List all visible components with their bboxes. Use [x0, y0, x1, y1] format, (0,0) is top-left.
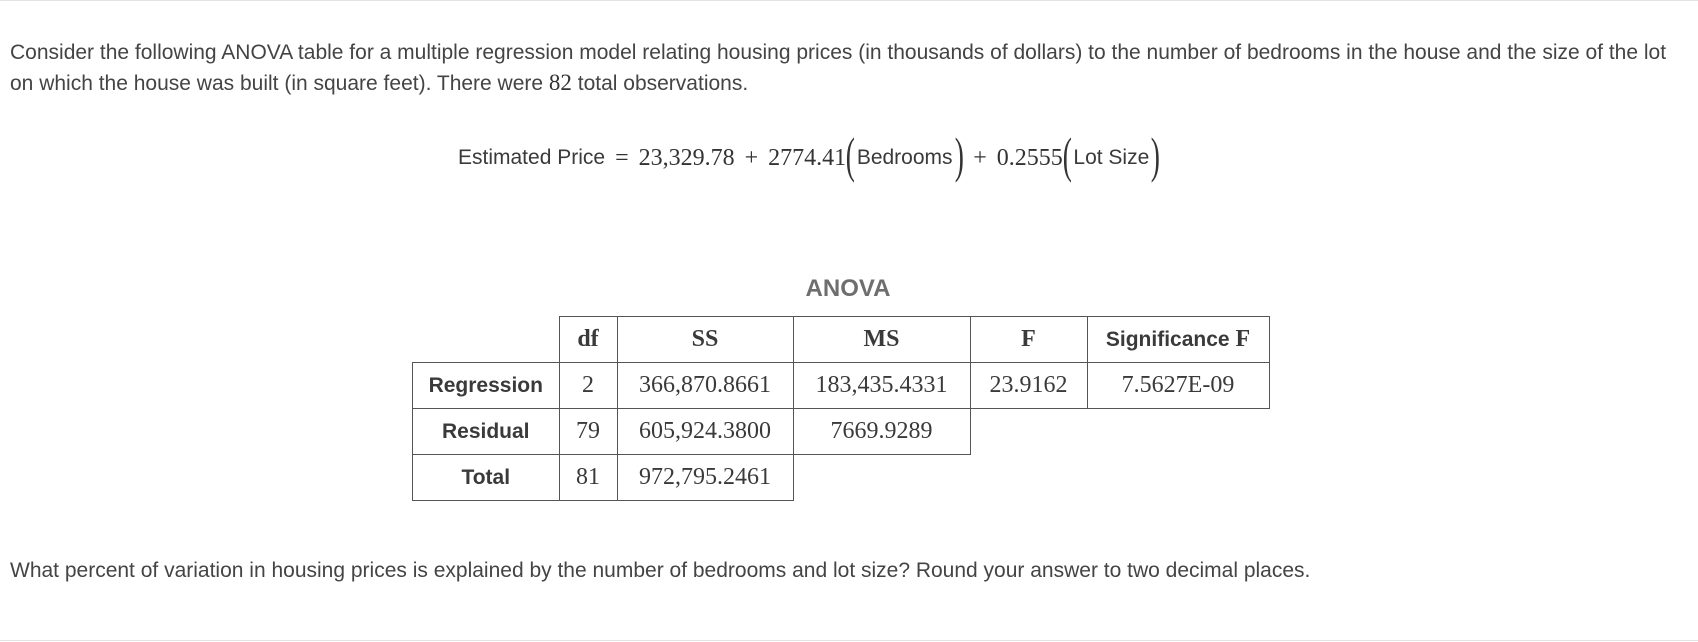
problem-intro — [10, 38, 1680, 99]
right-paren-icon: ) — [954, 127, 964, 183]
regression-df: 2 — [559, 363, 617, 409]
plus-sign: + — [973, 144, 987, 171]
header-ms: MS — [793, 317, 970, 363]
header-f: F — [970, 317, 1087, 363]
total-ss: 972,795.2461 — [617, 455, 793, 501]
empty-cell — [1087, 409, 1269, 455]
total-df: 81 — [559, 455, 617, 501]
regression-equation — [0, 127, 1698, 186]
lot-size-coefficient: 0.2555 — [996, 144, 1063, 171]
header-significance-f — [1087, 317, 1269, 363]
row-label-regression: Regression — [413, 363, 560, 409]
anova-table — [412, 316, 1270, 501]
table-row — [413, 409, 1270, 455]
table-row — [413, 363, 1270, 409]
plus-sign: + — [744, 144, 759, 171]
regression-ss: 366,870.8661 — [617, 363, 793, 409]
lot-size-variable: Lot Size — [1073, 146, 1150, 169]
left-paren-icon: ( — [1062, 127, 1072, 183]
regression-ms: 183,435.4331 — [793, 363, 970, 409]
bedrooms-coefficient: 2774.41 — [768, 144, 847, 171]
header-df: df — [559, 317, 617, 363]
question-text: What percent of variation in housing prices is explained by the number of bedrooms and lot size? Round your answer to two decimal places. — [10, 559, 1311, 582]
intercept-value: 23,329.78 — [638, 144, 735, 171]
residual-ss: 605,924.3800 — [617, 409, 793, 455]
equals-sign: = — [615, 144, 629, 171]
empty-cell — [1087, 455, 1269, 501]
left-paren-icon: ( — [845, 127, 856, 183]
anova-title — [0, 275, 1698, 303]
residual-ms: 7669.9289 — [793, 409, 970, 455]
equation-lhs: Estimated Price — [458, 146, 606, 169]
top-divider — [0, 0, 1698, 1]
residual-df: 79 — [559, 409, 617, 455]
regression-f: 23.9162 — [970, 363, 1087, 409]
header-significance-label: Significance — [1105, 328, 1236, 351]
regression-significance-f: 7.5627E-09 — [1087, 363, 1269, 409]
observation-count: 82 — [548, 70, 572, 95]
empty-cell — [970, 409, 1087, 455]
table-row — [413, 455, 1270, 501]
bottom-divider — [0, 640, 1698, 641]
row-label-total: Total — [413, 455, 560, 501]
header-significance-f-letter: F — [1235, 326, 1251, 352]
table-corner-cell — [413, 317, 560, 363]
intro-text-before: Consider the following ANOVA table for a multiple regression model relating housing prices (in thousands of dollars) to the number of bedrooms in the house and the size of the lot on which the house was built (in square feet). There were — [10, 41, 1667, 95]
anova-title-text: ANOVA — [805, 275, 891, 302]
empty-cell — [970, 455, 1087, 501]
right-paren-icon: ) — [1151, 127, 1161, 183]
intro-text-after: total observations. — [571, 72, 749, 95]
table-header-row — [413, 317, 1270, 363]
empty-cell — [793, 455, 970, 501]
bedrooms-variable: Bedrooms — [856, 146, 953, 169]
header-ss: SS — [617, 317, 793, 363]
row-label-residual: Residual — [413, 409, 560, 455]
